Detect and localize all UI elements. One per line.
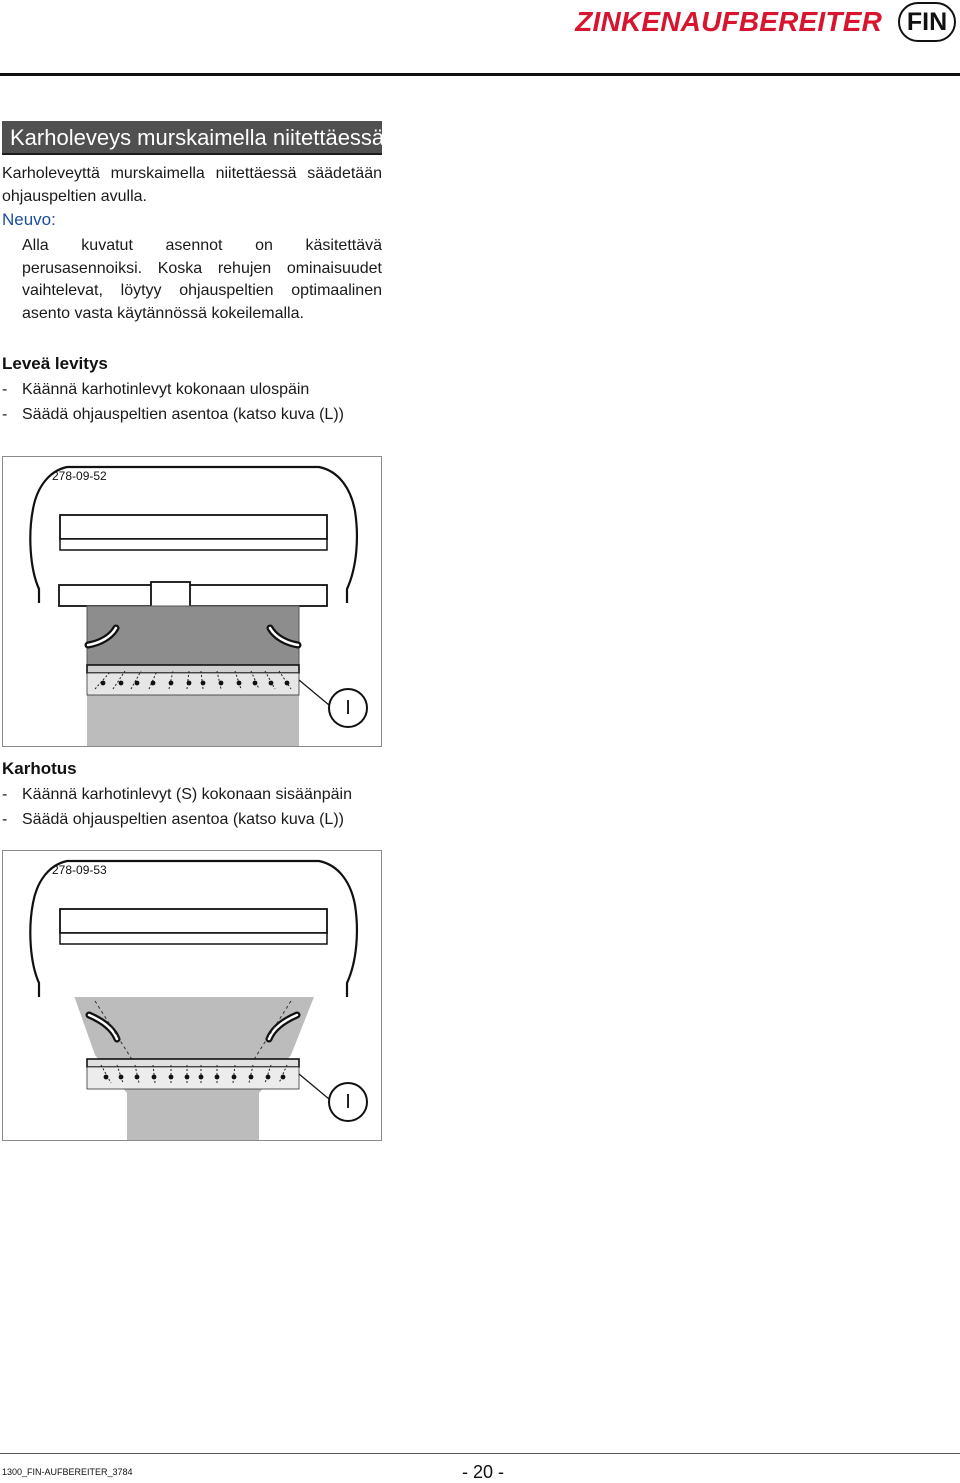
swathing-step: - Säädä ohjauspeltien asentoa (katso kuva (L)) bbox=[2, 811, 344, 828]
footer-doc-code: 1300_FIN-AUFBEREITER_3784 bbox=[2, 1467, 133, 1477]
tip-paragraph: Alla kuvatut asennot on käsitettävä perusasennoiksi. Koska rehujen ominaisuudet vaihtelevat, löytyy ohjauspeltien optimaalinen asento vasta käytännössä kokeilemalla. bbox=[22, 237, 382, 322]
wide-spread-step: - Käännä karhotinlevyt kokonaan ulospäin bbox=[2, 381, 310, 398]
conditioner-diagram-wide bbox=[3, 457, 382, 747]
intro-paragraph: Karholeveyttä murskaimella niitettäessä säädetään ohjauspeltien avulla. bbox=[2, 165, 382, 205]
swathing-step: - Käännä karhotinlevyt (S) kokonaan sisäänpäin bbox=[2, 786, 352, 803]
wide-spread-step: - Säädä ohjauspeltien asentoa (katso kuva (L)) bbox=[2, 406, 344, 423]
swathing-heading: Karhotus bbox=[2, 759, 77, 778]
figure-code: 278-09-52 bbox=[52, 469, 107, 483]
figure-label: I bbox=[328, 688, 368, 728]
page-number: - 20 - bbox=[462, 1462, 505, 1482]
language-badge: FIN bbox=[898, 2, 956, 42]
document-title: ZINKENAUFBEREITER bbox=[575, 6, 882, 37]
conditioner-diagram-swath bbox=[3, 851, 382, 1141]
figure-code: 278-09-53 bbox=[52, 863, 107, 877]
section-title: Karholeveys murskaimella niitettäessä bbox=[2, 121, 382, 155]
figure-label: I bbox=[328, 1082, 368, 1122]
footer-divider bbox=[0, 1453, 960, 1454]
wide-spread-heading: Leveä levitys bbox=[2, 354, 108, 373]
header-divider bbox=[0, 73, 960, 76]
wide-spread-figure bbox=[2, 456, 382, 747]
swathing-figure bbox=[2, 850, 382, 1141]
tip-label: Neuvo: bbox=[2, 210, 56, 229]
